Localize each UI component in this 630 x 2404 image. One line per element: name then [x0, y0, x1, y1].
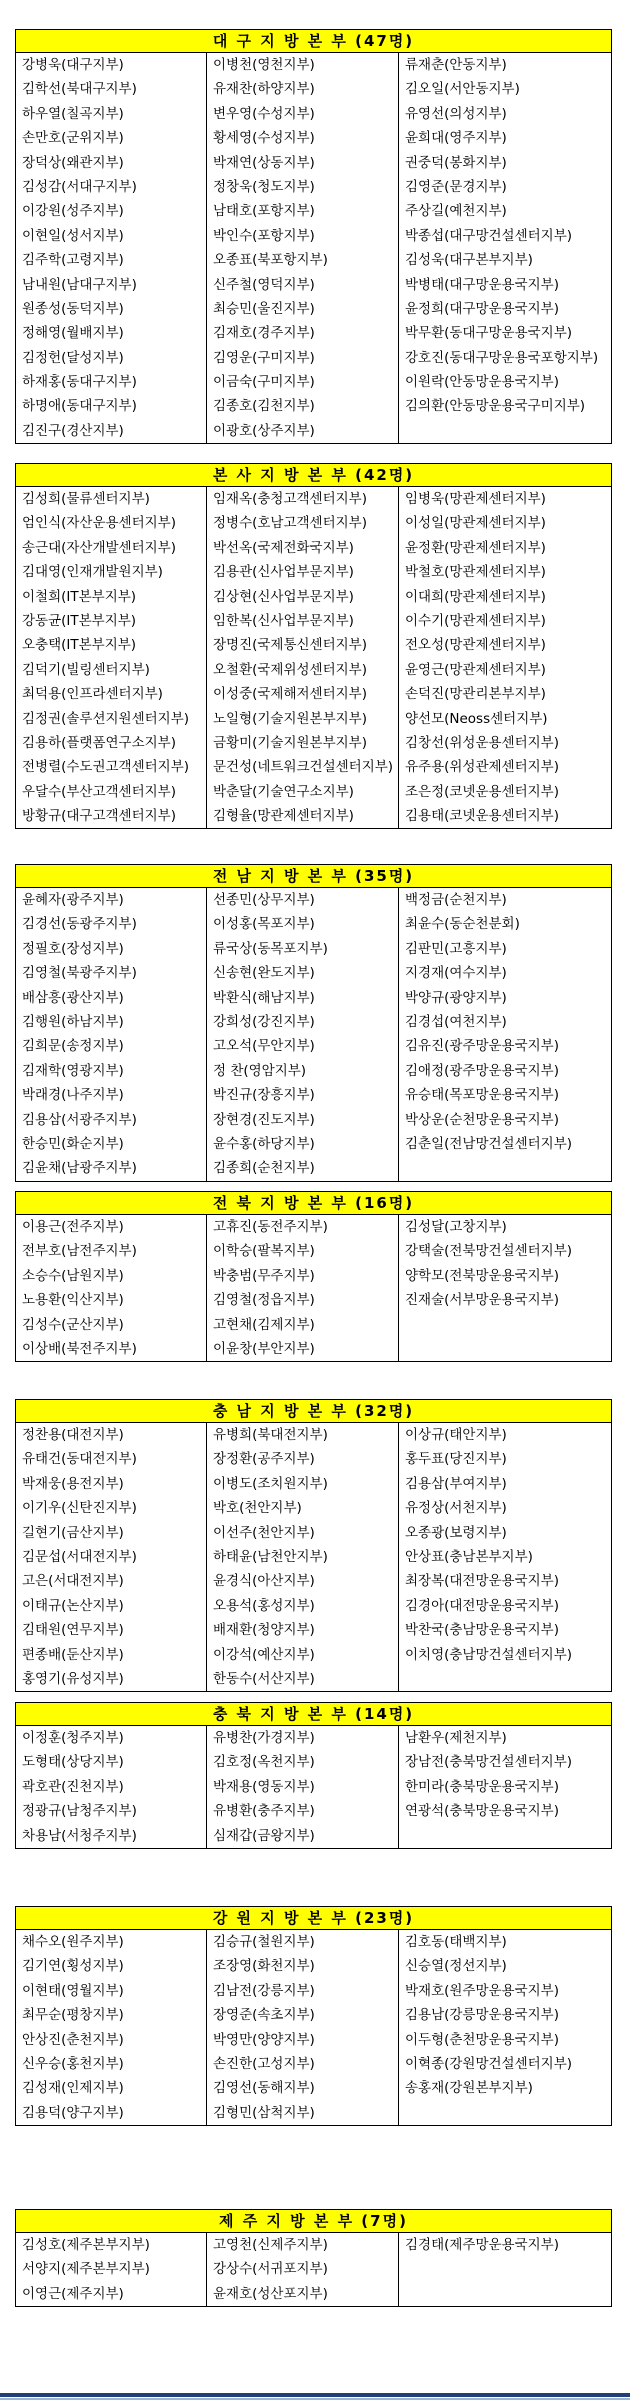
member-cell: 정찬용(대전지부): [16, 1423, 207, 1447]
member-cell: 정병수(호남고객센터지부): [207, 511, 399, 535]
member-cell: 이치영(충남망건설센터지부): [405, 1646, 573, 1663]
member-cell: 김영운(구미지부): [207, 346, 399, 370]
member-cell: 김종호(김천지부): [207, 394, 399, 418]
member-cell: 김호동(태백지부): [405, 1934, 507, 1950]
member-cell: 김영준(문경지부): [405, 178, 507, 195]
member-cell: 류재춘(안동지부): [405, 57, 507, 73]
member-cell: 윤경식(아산지부): [207, 1569, 399, 1593]
member-cell: 김성달(고창지부): [405, 1219, 507, 1235]
member-cell: 백정금(순천지부): [405, 892, 507, 908]
member-cell: 김용하(플랫폼연구소지부): [16, 731, 207, 755]
member-cell: 윤정환(망관제센터지부): [405, 539, 546, 556]
member-cell: 윤재호(성산포지부): [207, 2282, 399, 2306]
member-cell: 우달수(부산고객센터지부): [16, 780, 207, 804]
member-cell: 편종배(둔산지부): [16, 1643, 207, 1667]
member-cell: 김정헌(달성지부): [16, 346, 207, 370]
member-cell: 김판민(고흥지부): [405, 940, 507, 957]
section-chungnam: [15, 1399, 612, 1692]
member-cell: 최승민(울진지부): [207, 297, 399, 321]
member-cell: 남태호(포항지부): [207, 199, 399, 223]
member-cell: 박병태(대구망운용국지부): [405, 276, 559, 293]
section-gangwon: [15, 1906, 612, 2126]
member-cell: 김애정(광주망운용국지부): [405, 1062, 559, 1079]
member-cell: 윤수홍(하당지부): [207, 1132, 399, 1156]
member-cell: 박인수(포항지부): [207, 224, 399, 248]
member-cell: 안상표(충남본부지부): [405, 1548, 533, 1565]
member-cell: 정 찬(영암지부): [207, 1059, 399, 1083]
footer-bar: [0, 2393, 630, 2404]
member-cell: 이강석(예산지부): [207, 1643, 399, 1667]
member-cell: 김경태(제주망운용국지부): [405, 2237, 559, 2253]
member-cell: 박영만(양양지부): [207, 2028, 399, 2052]
member-cell: 김성재(인제지부): [16, 2076, 207, 2100]
member-cell: 유병환(충주지부): [207, 1799, 399, 1823]
member-cell: 유태건(동대전지부): [16, 1447, 207, 1471]
member-cell: 강희성(강진지부): [207, 1010, 399, 1034]
member-cell: 하재홍(동대구지부): [16, 370, 207, 394]
member-cell: 김용덕(양구지부): [16, 2101, 207, 2125]
section-jeonbuk: [15, 1191, 612, 1362]
member-cell: 김영철(정읍지부): [207, 1288, 399, 1312]
member-cell: 이수기(망관제센터지부): [405, 612, 546, 629]
member-cell: 오용석(홍성지부): [207, 1594, 399, 1618]
member-cell: 김성호(제주본부지부): [16, 2233, 207, 2257]
member-cell: 박환식(해남지부): [207, 986, 399, 1010]
member-cell: 김형민(삼척지부): [207, 2101, 399, 2125]
member-cell: 이두형(춘천망운용국지부): [405, 2031, 559, 2048]
section-title: 강 원 지 방 본 부 (23명): [16, 1907, 611, 1930]
member-cell: 하우열(칠곡지부): [16, 102, 207, 126]
member-cell: 정광규(남청주지부): [16, 1799, 207, 1823]
member-cell: 이성일(망관제센터지부): [405, 515, 546, 532]
member-cell: 고은(서대전지부): [16, 1569, 207, 1593]
member-cell: 김상현(신사업부문지부): [207, 585, 399, 609]
member-cell: 류국상(동목포지부): [207, 937, 399, 961]
section-title: 충 남 지 방 본 부 (32명): [16, 1400, 611, 1423]
member-cell: 장정환(공주지부): [207, 1447, 399, 1471]
member-cell: 김용관(신사업부문지부): [207, 560, 399, 584]
member-cell: 안상진(춘천지부): [16, 2028, 207, 2052]
member-table: [16, 487, 611, 828]
section-title: 대 구 지 방 본 부 (47명): [16, 30, 611, 53]
member-cell: 금황미(기술지원본부지부): [207, 731, 399, 755]
member-cell: 윤영근(망관제센터지부): [405, 661, 546, 678]
member-cell: 김재호(경주지부): [207, 321, 399, 345]
member-cell: 김형율(망관제센터지부): [207, 804, 399, 828]
member-cell: 손진한(고성지부): [207, 2052, 399, 2076]
member-cell: 김승규(철원지부): [207, 1930, 399, 1954]
member-cell: 채수오(원주지부): [16, 1930, 207, 1954]
member-cell: 김호정(옥천지부): [207, 1750, 399, 1774]
member-cell: 박래경(나주지부): [16, 1083, 207, 1107]
member-cell: 윤희대(영주지부): [405, 130, 507, 147]
member-cell: 배재환(청양지부): [207, 1618, 399, 1642]
member-cell: 이현태(영월지부): [16, 1979, 207, 2003]
member-cell: 장덕상(왜관지부): [16, 151, 207, 175]
member-cell: [399, 1337, 611, 1361]
section-chungbuk: [15, 1702, 612, 1849]
member-cell: 이대희(망관제센터지부): [405, 588, 546, 605]
member-cell: 연광석(충북망운용국지부): [405, 1803, 559, 1820]
member-table: [16, 53, 611, 443]
section-title: 전 남 지 방 본 부 (35명): [16, 865, 611, 888]
member-cell: 도형태(상당지부): [16, 1750, 207, 1774]
member-cell: [399, 419, 611, 443]
member-cell: 김희문(송정지부): [16, 1034, 207, 1058]
member-cell: 전병렬(수도권고객센터지부): [16, 755, 207, 779]
member-cell: 임한복(신사업부문지부): [207, 609, 399, 633]
member-table: [16, 1215, 611, 1361]
member-cell: 송근대(자산개발센터지부): [16, 536, 207, 560]
member-cell: 정창욱(청도지부): [207, 175, 399, 199]
member-cell: 김성희(물류센터지부): [16, 487, 207, 511]
member-cell: 주상길(예천지부): [405, 203, 507, 220]
member-cell: 김용태(코넷운용센터지부): [405, 808, 559, 825]
member-cell: 고현채(김제지부): [207, 1313, 399, 1337]
member-cell: 유병희(북대전지부): [207, 1423, 399, 1447]
member-cell: 박재웅(용전지부): [16, 1472, 207, 1496]
member-cell: 박선옥(국제전화국지부): [207, 536, 399, 560]
member-cell: [399, 1667, 611, 1691]
member-cell: 선종민(상무지부): [207, 888, 399, 912]
member-cell: 이용근(전주지부): [16, 1215, 207, 1239]
member-cell: 김성욱(대구본부지부): [405, 252, 533, 269]
section-title: 충 북 지 방 본 부 (14명): [16, 1703, 611, 1726]
member-cell: 지경재(여수지부): [405, 965, 507, 982]
member-cell: 신승열(정선지부): [405, 1958, 507, 1975]
member-cell: 박진규(장흥지부): [207, 1083, 399, 1107]
member-cell: 이금숙(구미지부): [207, 370, 399, 394]
member-cell: 박상운(순천망운용국지부): [405, 1111, 559, 1128]
member-cell: 김영선(동해지부): [207, 2076, 399, 2100]
member-cell: 이학승(팔복지부): [207, 1239, 399, 1263]
member-cell: [399, 1313, 611, 1337]
member-cell: 홍영기(유성지부): [16, 1667, 207, 1691]
member-cell: 박종섭(대구망건설센터지부): [405, 227, 573, 244]
member-cell: 고오석(무안지부): [207, 1034, 399, 1058]
member-cell: 김성감(서대구지부): [16, 175, 207, 199]
member-cell: 변우영(수성지부): [207, 102, 399, 126]
member-cell: 강병욱(대구지부): [16, 53, 207, 77]
member-cell: 권중덕(봉화지부): [405, 154, 507, 171]
member-table: [16, 1930, 611, 2125]
member-cell: 진재술(서부망운용국지부): [405, 1292, 559, 1309]
member-cell: 박충범(무주지부): [207, 1264, 399, 1288]
member-cell: 이성중(국제해저센터지부): [207, 682, 399, 706]
member-cell: 고영천(신제주지부): [207, 2233, 399, 2257]
member-cell: 장명진(국제통신센터지부): [207, 633, 399, 657]
member-cell: 김경아(대전망운용국지부): [405, 1597, 559, 1614]
footer-line-light: [0, 2398, 630, 2400]
member-cell: 이정훈(청주지부): [16, 1726, 207, 1750]
member-cell: 장영준(속초지부): [207, 2003, 399, 2027]
member-cell: [399, 2101, 611, 2125]
member-cell: 박재연(상동지부): [207, 151, 399, 175]
member-cell: 이성홍(목포지부): [207, 912, 399, 936]
member-cell: 임재옥(충청고객센터지부): [207, 487, 399, 511]
member-cell: 하태윤(남천안지부): [207, 1545, 399, 1569]
member-cell: 윤혜자(광주지부): [16, 888, 207, 912]
member-cell: 한동수(서산지부): [207, 1667, 399, 1691]
member-cell: 남환우(제천지부): [405, 1730, 507, 1746]
member-cell: 김주학(고령지부): [16, 248, 207, 272]
member-cell: 이기우(신탄진지부): [16, 1496, 207, 1520]
member-cell: 남내원(남대구지부): [16, 273, 207, 297]
member-cell: 최윤수(동순천분회): [405, 916, 520, 933]
member-cell: 오종광(보령지부): [405, 1524, 507, 1541]
member-cell: 신주철(영덕지부): [207, 273, 399, 297]
member-cell: 김학선(북대구지부): [16, 77, 207, 101]
section-title: 전 북 지 방 본 부 (16명): [16, 1192, 611, 1215]
member-cell: 곽호관(진천지부): [16, 1775, 207, 1799]
member-cell: 김정권(솔루션지원센터지부): [16, 707, 207, 731]
member-cell: 홍두표(당진지부): [405, 1451, 507, 1468]
member-cell: 조은정(코넷운용센터지부): [405, 783, 559, 800]
member-cell: 전오성(망관제센터지부): [405, 637, 546, 654]
member-cell: 박무환(동대구망운용국지부): [405, 325, 573, 342]
member-cell: 김행원(하남지부): [16, 1010, 207, 1034]
member-cell: 이윤창(부안지부): [207, 1337, 399, 1361]
member-cell: 김문섭(서대전지부): [16, 1545, 207, 1569]
member-cell: 김오일(서안동지부): [405, 81, 520, 98]
member-cell: 김대영(인재개발원지부): [16, 560, 207, 584]
member-cell: 이태규(논산지부): [16, 1594, 207, 1618]
member-cell: 김춘일(전남망건설센터지부): [405, 1135, 573, 1152]
section-jeju: [15, 2209, 612, 2307]
member-cell: 김진구(경산지부): [16, 419, 207, 443]
member-cell: 이광호(상주지부): [207, 419, 399, 443]
member-cell: 김영철(북광주지부): [16, 961, 207, 985]
member-cell: 심재갑(금왕지부): [207, 1824, 399, 1848]
member-cell: 장남전(충북망건설센터지부): [405, 1754, 573, 1771]
member-cell: 유병찬(가경지부): [207, 1726, 399, 1750]
member-cell: 윤정희(대구망운용국지부): [405, 300, 559, 317]
member-cell: 엄인식(자산운용센터지부): [16, 511, 207, 535]
member-cell: 정해영(월배지부): [16, 321, 207, 345]
member-cell: 유재찬(하양지부): [207, 77, 399, 101]
member-cell: 서양지(제주본부지부): [16, 2257, 207, 2281]
section-title: 제 주 지 방 본 부 (7명): [16, 2210, 611, 2233]
member-cell: 하명애(동대구지부): [16, 394, 207, 418]
member-cell: 유주용(위성관제센터지부): [405, 759, 559, 776]
member-cell: 이원락(안동망운용국지부): [405, 374, 559, 391]
member-cell: 김남전(강릉지부): [207, 1979, 399, 2003]
member-cell: 김경섭(여천지부): [405, 1013, 507, 1030]
member-cell: 이병도(조치원지부): [207, 1472, 399, 1496]
member-cell: [399, 1156, 611, 1180]
member-cell: 이상배(북전주지부): [16, 1337, 207, 1361]
member-cell: 김재학(영광지부): [16, 1059, 207, 1083]
member-table: [16, 1726, 611, 1848]
member-cell: 송홍재(강원본부지부): [405, 2080, 533, 2097]
footer-line-dark: [0, 2393, 630, 2397]
member-cell: 정필호(장성지부): [16, 937, 207, 961]
member-cell: 최덕용(인프라센터지부): [16, 682, 207, 706]
member-cell: 이선주(천안지부): [207, 1521, 399, 1545]
member-cell: 이강원(성주지부): [16, 199, 207, 223]
member-cell: 김용남(강릉망운용국지부): [405, 2007, 559, 2024]
member-cell: 김용삼(부여지부): [405, 1475, 507, 1492]
member-cell: 유승태(목포망운용국지부): [405, 1087, 559, 1104]
member-cell: 이영근(제주지부): [16, 2282, 207, 2306]
member-cell: 전부호(남전주지부): [16, 1239, 207, 1263]
member-cell: 신송현(완도지부): [207, 961, 399, 985]
member-cell: 이상규(태안지부): [405, 1427, 507, 1443]
member-cell: 오충택(IT본부지부): [16, 633, 207, 657]
member-cell: 한승민(화순지부): [16, 1132, 207, 1156]
member-cell: 김윤채(남광주지부): [16, 1156, 207, 1180]
member-cell: 박재용(영동지부): [207, 1775, 399, 1799]
member-cell: 김창선(위성운용센터지부): [405, 734, 559, 751]
member-cell: 이현일(성서지부): [16, 224, 207, 248]
member-cell: 이혁종(강원망건설센터지부): [405, 2055, 573, 2072]
section-headquarters: [15, 463, 612, 829]
member-cell: 황세영(수성지부): [207, 126, 399, 150]
member-cell: 강택술(전북망건설센터지부): [405, 1243, 573, 1260]
member-cell: 장현경(진도지부): [207, 1108, 399, 1132]
member-cell: 이철희(IT본부지부): [16, 585, 207, 609]
member-cell: 박춘달(기술연구소지부): [207, 780, 399, 804]
member-cell: 양선모(Neoss센터지부): [405, 710, 548, 727]
member-cell: [399, 2257, 611, 2281]
member-table: [16, 888, 611, 1181]
member-cell: 조장영(화천지부): [207, 1954, 399, 1978]
member-table: [16, 2233, 611, 2306]
member-cell: 길현기(금산지부): [16, 1521, 207, 1545]
member-cell: 임병욱(망관제센터지부): [405, 491, 546, 507]
member-cell: 원종성(동덕지부): [16, 297, 207, 321]
member-table: [16, 1423, 611, 1691]
member-cell: 소승수(남원지부): [16, 1264, 207, 1288]
member-cell: 노용환(익산지부): [16, 1288, 207, 1312]
section-jeonnam: [15, 864, 612, 1182]
section-daegu: [15, 29, 612, 444]
member-cell: 오종표(북포항지부): [207, 248, 399, 272]
member-cell: 유정상(서천지부): [405, 1500, 507, 1517]
member-cell: 이병천(영천지부): [207, 53, 399, 77]
member-cell: 한미라(충북망운용국지부): [405, 1778, 559, 1795]
member-cell: [399, 2282, 611, 2306]
member-cell: 강호진(동대구망운용국포항지부): [405, 349, 599, 366]
member-cell: 박철호(망관제센터지부): [405, 564, 546, 581]
member-cell: 박재호(원주망운용국지부): [405, 1982, 559, 1999]
member-cell: 문건성(네트워크건설센터지부): [207, 755, 399, 779]
member-cell: 노일형(기술지원본부지부): [207, 707, 399, 731]
member-cell: 최장복(대전망운용국지부): [405, 1573, 559, 1590]
member-cell: 김유진(광주망운용국지부): [405, 1038, 559, 1055]
member-cell: 고휴진(동전주지부): [207, 1215, 399, 1239]
section-title: 본 사 지 방 본 부 (42명): [16, 464, 611, 487]
member-cell: 차용남(서청주지부): [16, 1824, 207, 1848]
member-cell: 김기연(횡성지부): [16, 1954, 207, 1978]
member-cell: 김성수(군산지부): [16, 1313, 207, 1337]
member-cell: 김의환(안동망운용국구미지부): [405, 398, 586, 415]
member-cell: 배삼흥(광산지부): [16, 986, 207, 1010]
member-cell: 강상수(서귀포지부): [207, 2257, 399, 2281]
member-cell: 김용삼(서광주지부): [16, 1108, 207, 1132]
member-cell: 방황규(대구고객센터지부): [16, 804, 207, 828]
member-cell: 오철환(국제위성센터지부): [207, 658, 399, 682]
member-cell: 박양규(광양지부): [405, 989, 507, 1006]
member-cell: 김덕기(빌링센터지부): [16, 658, 207, 682]
member-cell: 신우승(홍천지부): [16, 2052, 207, 2076]
member-cell: 박호(천안지부): [207, 1496, 399, 1520]
member-cell: 강동균(IT본부지부): [16, 609, 207, 633]
member-cell: 최무순(평창지부): [16, 2003, 207, 2027]
member-cell: [399, 1824, 611, 1848]
member-cell: 김태원(연무지부): [16, 1618, 207, 1642]
member-cell: 김종희(순천지부): [207, 1156, 399, 1180]
member-cell: 김경선(동광주지부): [16, 912, 207, 936]
member-cell: 손만호(군위지부): [16, 126, 207, 150]
member-cell: 손덕진(망관리본부지부): [405, 686, 546, 703]
member-cell: 양학모(전북망운용국지부): [405, 1267, 559, 1284]
member-cell: 유영선(의성지부): [405, 105, 507, 122]
member-cell: 박찬국(충남망운용국지부): [405, 1622, 559, 1639]
